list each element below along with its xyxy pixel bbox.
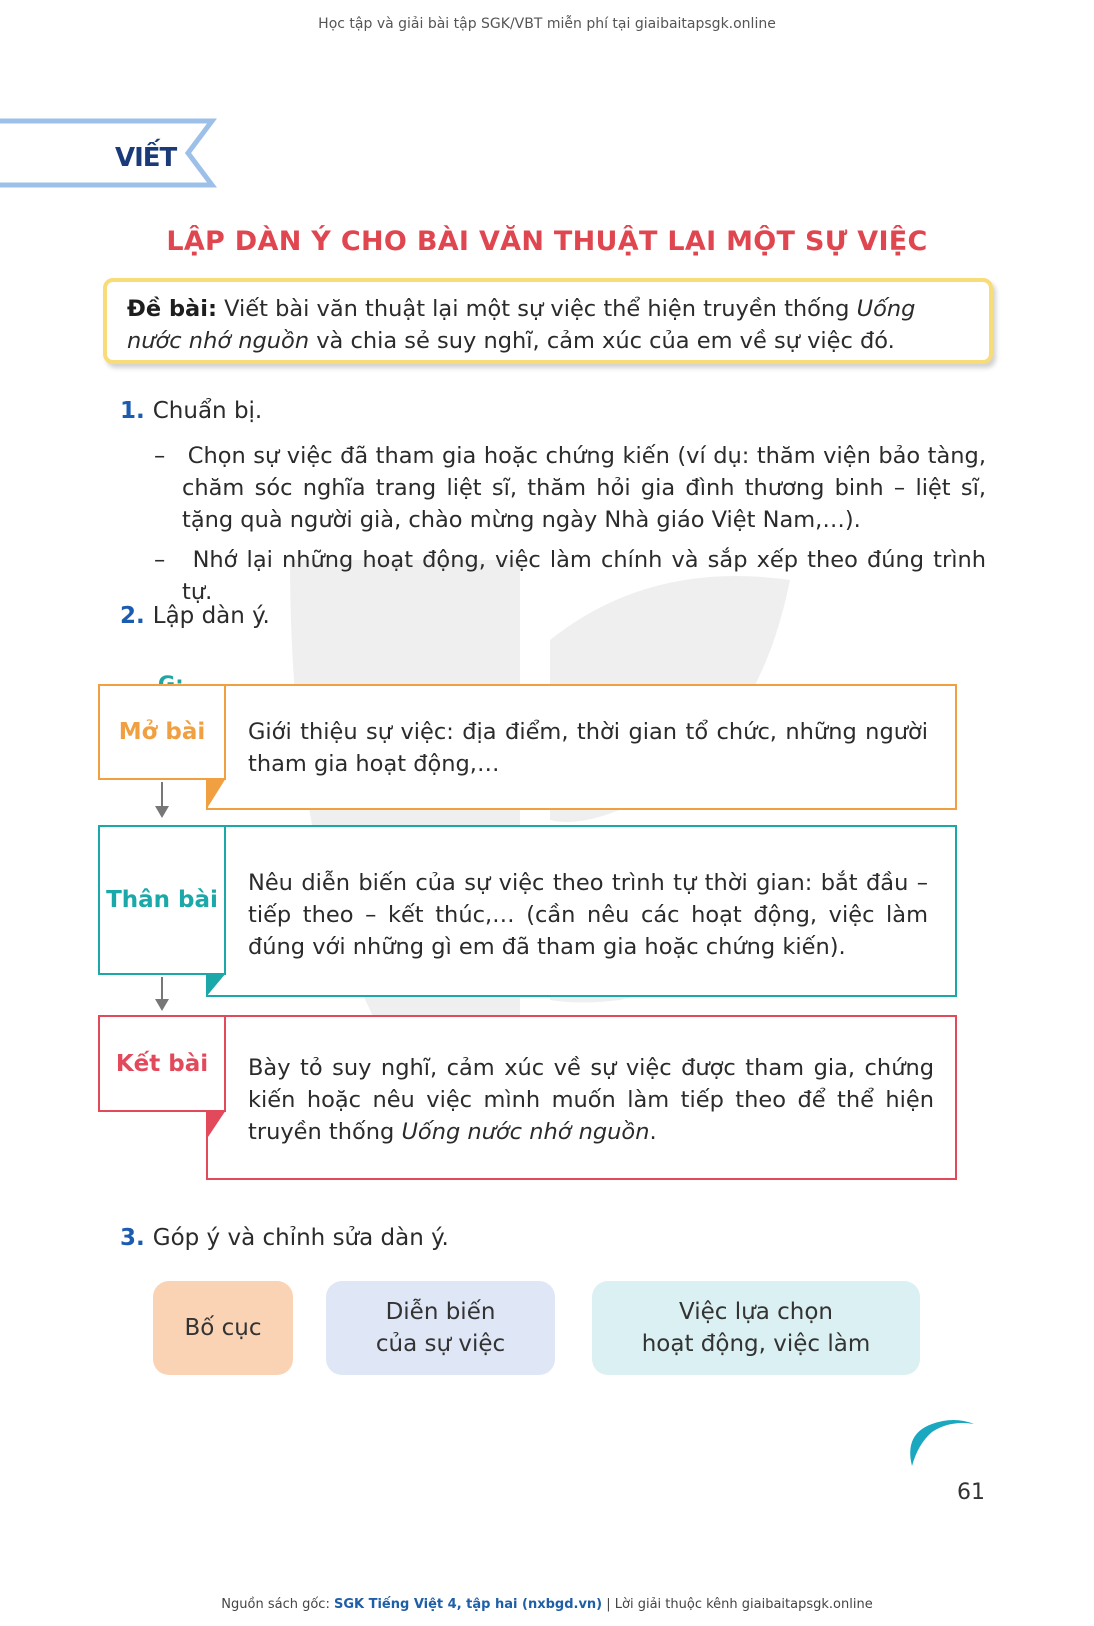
intro-label: Mở bài: [118, 719, 206, 745]
step-1-title: Chuẩn bị.: [152, 398, 263, 424]
pill-activity-line2: hoạt động, việc làm: [641, 1331, 871, 1357]
conclusion-text-end: .: [649, 1119, 657, 1145]
pill-progress: [326, 1281, 555, 1375]
assignment-text: Viết bài văn thuật lại một sự việc thể hiện truyền thống: [216, 296, 857, 322]
pill-activity-line1: Việc lựa chọn: [679, 1299, 833, 1325]
pill-layout: [153, 1281, 293, 1375]
step-3-number: 3.: [120, 1225, 145, 1251]
pill-layout-line1: Bố cục: [184, 1315, 262, 1341]
step-1-heading: [120, 398, 262, 424]
page-number-swoosh: [902, 1414, 978, 1470]
assignment-text-end: và chia sẻ suy nghĩ, cảm xúc của em về sự việc đó.: [309, 328, 895, 354]
step-2-title: Lập dàn ý.: [152, 603, 270, 629]
intro-corner: [206, 778, 226, 810]
body-label: Thân bài: [106, 887, 218, 913]
body-corner: [206, 973, 226, 997]
section-banner: [0, 116, 222, 190]
intro-text: Giới thiệu sự việc: địa điểm, thời gian tổ chức, những người tham gia hoạt động,…: [248, 719, 928, 777]
step-1-item-1-text: Chọn sự việc đã tham gia hoặc chứng kiến (ví dụ: thăm viện bảo tàng, chăm sóc nghĩa trang liệt sĩ, thăm hỏi gia đình thương binh – liệt sĩ, tặng quà người già, chào mừng ngày Nhà giáo Việt Nam,…).: [182, 443, 986, 533]
step-1-item-2: – Nhớ lại những hoạt động, việc làm chính và sắp xếp theo đúng trình tự.: [154, 547, 986, 605]
page-header: Học tập và giải bài tập SGK/VBT miễn phí tại giaibaitapsgk.online: [318, 16, 776, 32]
conclusion-text-start: Bày tỏ suy nghĩ, cảm xúc về sự việc được tham gia, chứng kiến hoặc nêu việc mình muốn làm tiếp theo để thể hiện truyền thống: [248, 1055, 934, 1145]
intro-label-box: [98, 684, 226, 780]
conclusion-text: [248, 1052, 934, 1148]
conclusion-corner: [206, 1110, 226, 1140]
conclusion-text-italic: Uống nước nhớ nguồn: [401, 1119, 650, 1145]
arrow-down-icon: [155, 999, 169, 1011]
footer-source-link[interactable]: SGK Tiếng Việt 4, tập hai (nxbgd.vn): [333, 1597, 603, 1612]
body-text: Nêu diễn biến của sự việc theo trình tự thời gian: bắt đầu – tiếp theo – kết thúc,… (cần nêu các hoạt động, việc làm đúng với những gì em đã tham gia hoặc chứng kiến).: [248, 870, 928, 960]
footer-suffix: | Lời giải thuộc kênh giaibaitapsgk.online: [602, 1597, 873, 1612]
assignment-italic: Uống nước nhớ nguồn: [127, 296, 916, 354]
conclusion-label-box: [98, 1015, 226, 1112]
assignment-box: [103, 278, 993, 364]
page-title: LẬP DÀN Ý CHO BÀI VĂN THUẬT LẠI MỘT SỰ VIỆC: [166, 226, 928, 257]
step-2-heading: [120, 603, 270, 629]
assignment-label: Đề bài:: [127, 296, 217, 322]
body-label-box: [98, 825, 226, 975]
step-3-title: Góp ý và chỉnh sửa dàn ý.: [152, 1225, 449, 1251]
step-1-item-2-text: Nhớ lại những hoạt động, việc làm chính và sắp xếp theo đúng trình tự.: [182, 547, 986, 605]
arrow-line-2: [161, 977, 163, 1000]
pill-progress-line2: của sự việc: [375, 1331, 506, 1357]
step-1-item-1: – Chọn sự việc đã tham gia hoặc chứng kiến (ví dụ: thăm viện bảo tàng, chăm sóc nghĩa trang liệt sĩ, thăm hỏi gia đình thương binh – liệt sĩ, tặng quà người già, chào mừng ngày Nhà giáo Việt Nam,…).: [154, 443, 986, 533]
step-2-number: 2.: [120, 603, 145, 629]
footer-prefix: Nguồn sách gốc:: [221, 1597, 334, 1612]
page-number: 61: [957, 1480, 985, 1505]
step-3-heading: [120, 1225, 449, 1251]
section-label: VIẾT: [115, 143, 177, 173]
page-footer: [0, 1597, 1094, 1612]
arrow-down-icon: [155, 806, 169, 818]
step-1-number: 1.: [120, 398, 145, 424]
conclusion-label: Kết bài: [115, 1050, 209, 1077]
pill-activity-choice: [592, 1281, 920, 1375]
pill-progress-line1: Diễn biến: [385, 1299, 496, 1325]
